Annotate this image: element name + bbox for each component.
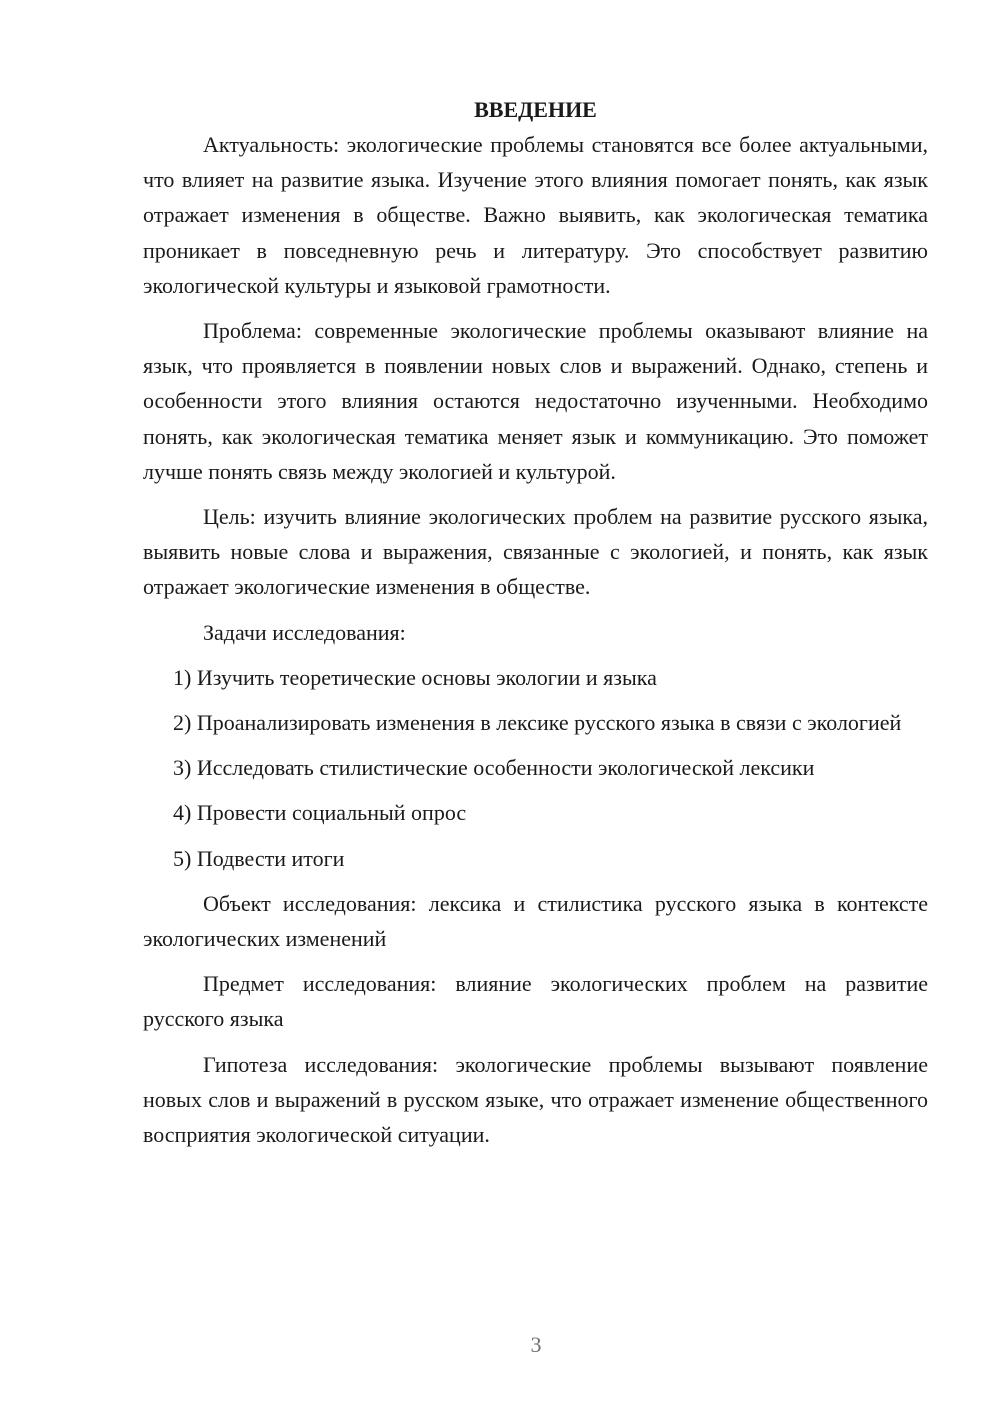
- paragraph-tasks-heading: Задачи исследования:: [203, 619, 406, 645]
- paragraph-problem: Проблема: современные экологические проблемы оказывают влияние на язык, что проявляется в появлении новых слов и выражений. Однако, степень и особенности этого влияния остаются недостаточно изученными. Необходимо понять, как экологическая тематика меняет язык и коммуникацию. Это поможет лучше понять связь между экологией и культурой.: [143, 318, 928, 484]
- paragraph-subject: Предмет исследования: влияние экологических проблем на развитие русского языка: [143, 971, 928, 1032]
- task-item-4: 4) Провести социальный опрос: [173, 800, 467, 826]
- paragraph-object: Объект исследования: лексика и стилистика русского языка в контексте экологических изменений: [143, 890, 928, 952]
- paragraph-goal: Цель: изучить влияние экологических проблем на развитие русского языка, выявить новые слова и выражения, связанные с экологией, и понять, как язык отражает экологические изменения в обществе.: [143, 504, 928, 600]
- document-page: [143, 92, 928, 1162]
- task-item-3: 3) Исследовать стилистические особенности экологической лексики: [173, 755, 815, 781]
- task-item-5: 5) Подвести итоги: [173, 845, 345, 871]
- page-number: 3: [530, 1332, 542, 1357]
- paragraph-hypothesis: Гипотеза исследования: экологические проблемы вызывают появление новых слов и выражений в русском языке, что отражает изменение общественного восприятия экологической ситуации.: [143, 1051, 928, 1148]
- section-title: ВВЕДЕНИЕ: [474, 97, 597, 122]
- paragraph-relevance: Актуальность: экологические проблемы становятся все более актуальными, что влияет на развитие языка. Изучение этого влияния помогает понять, как язык отражает изменения в обществе. Важно выявить, как экологическая тематика проникает в повседневную речь и литературу. Это способствует развитию экологической культуры и языковой грамотности.: [143, 132, 928, 298]
- task-item-1: 1) Изучить теоретические основы экологии и языка: [173, 664, 657, 690]
- task-item-2: 2) Проанализировать изменения в лексике русского языка в связи с экологией: [173, 710, 902, 736]
